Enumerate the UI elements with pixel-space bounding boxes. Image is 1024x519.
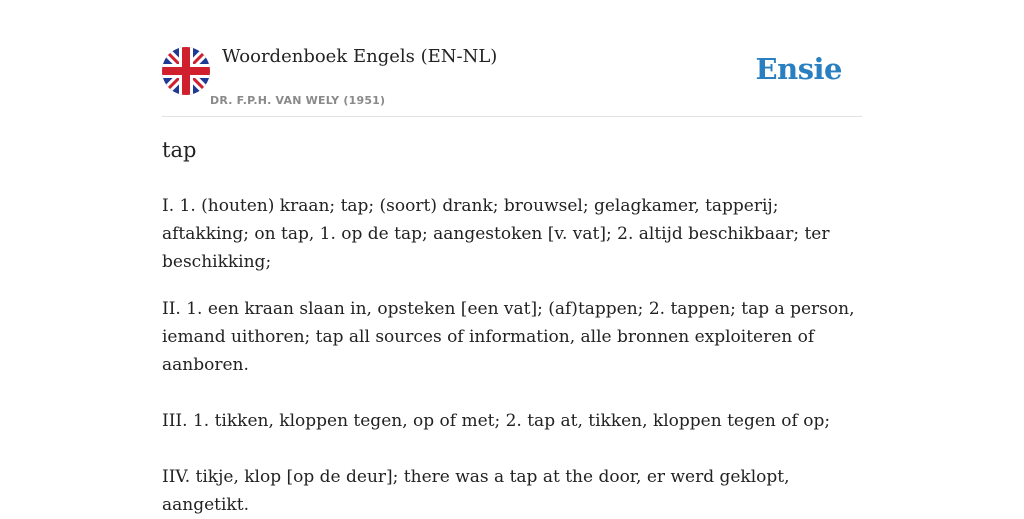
entry-definitions [162, 192, 862, 519]
sense-4: IIV. tikje, klop [op de deur]; there was a tap at the door, er werd geklopt, aangetikt. [162, 467, 790, 515]
sense-3: III. 1. tikken, kloppen tegen, op of met; 2. tap at, tikken, kloppen tegen of op; [162, 411, 831, 431]
sense-2: II. 1. een kraan slaan in, opsteken [een vat]; (af)tappen; 2. tappen; tap a person, iemand uithoren; tap all sources of information, alle bronnen exploiteren of aanboren. [162, 299, 855, 375]
entry-card [162, 0, 862, 515]
brand-logo[interactable]: Ensie [755, 52, 842, 86]
headword: tap [162, 138, 197, 162]
sense-1: I. 1. (houten) kraan; tap; (soort) drank; brouwsel; gelagkamer, tapperij; aftakking; on tap, 1. op de tap; aangestoken [v. vat]; 2. altijd beschikbaar; ter beschikking; [162, 196, 830, 272]
dictionary-author: DR. F.P.H. VAN WELY (1951) [210, 94, 386, 107]
uk-flag-icon [162, 47, 210, 95]
dictionary-header [162, 44, 862, 117]
dictionary-title[interactable]: Woordenboek Engels (EN-NL) [222, 46, 498, 67]
